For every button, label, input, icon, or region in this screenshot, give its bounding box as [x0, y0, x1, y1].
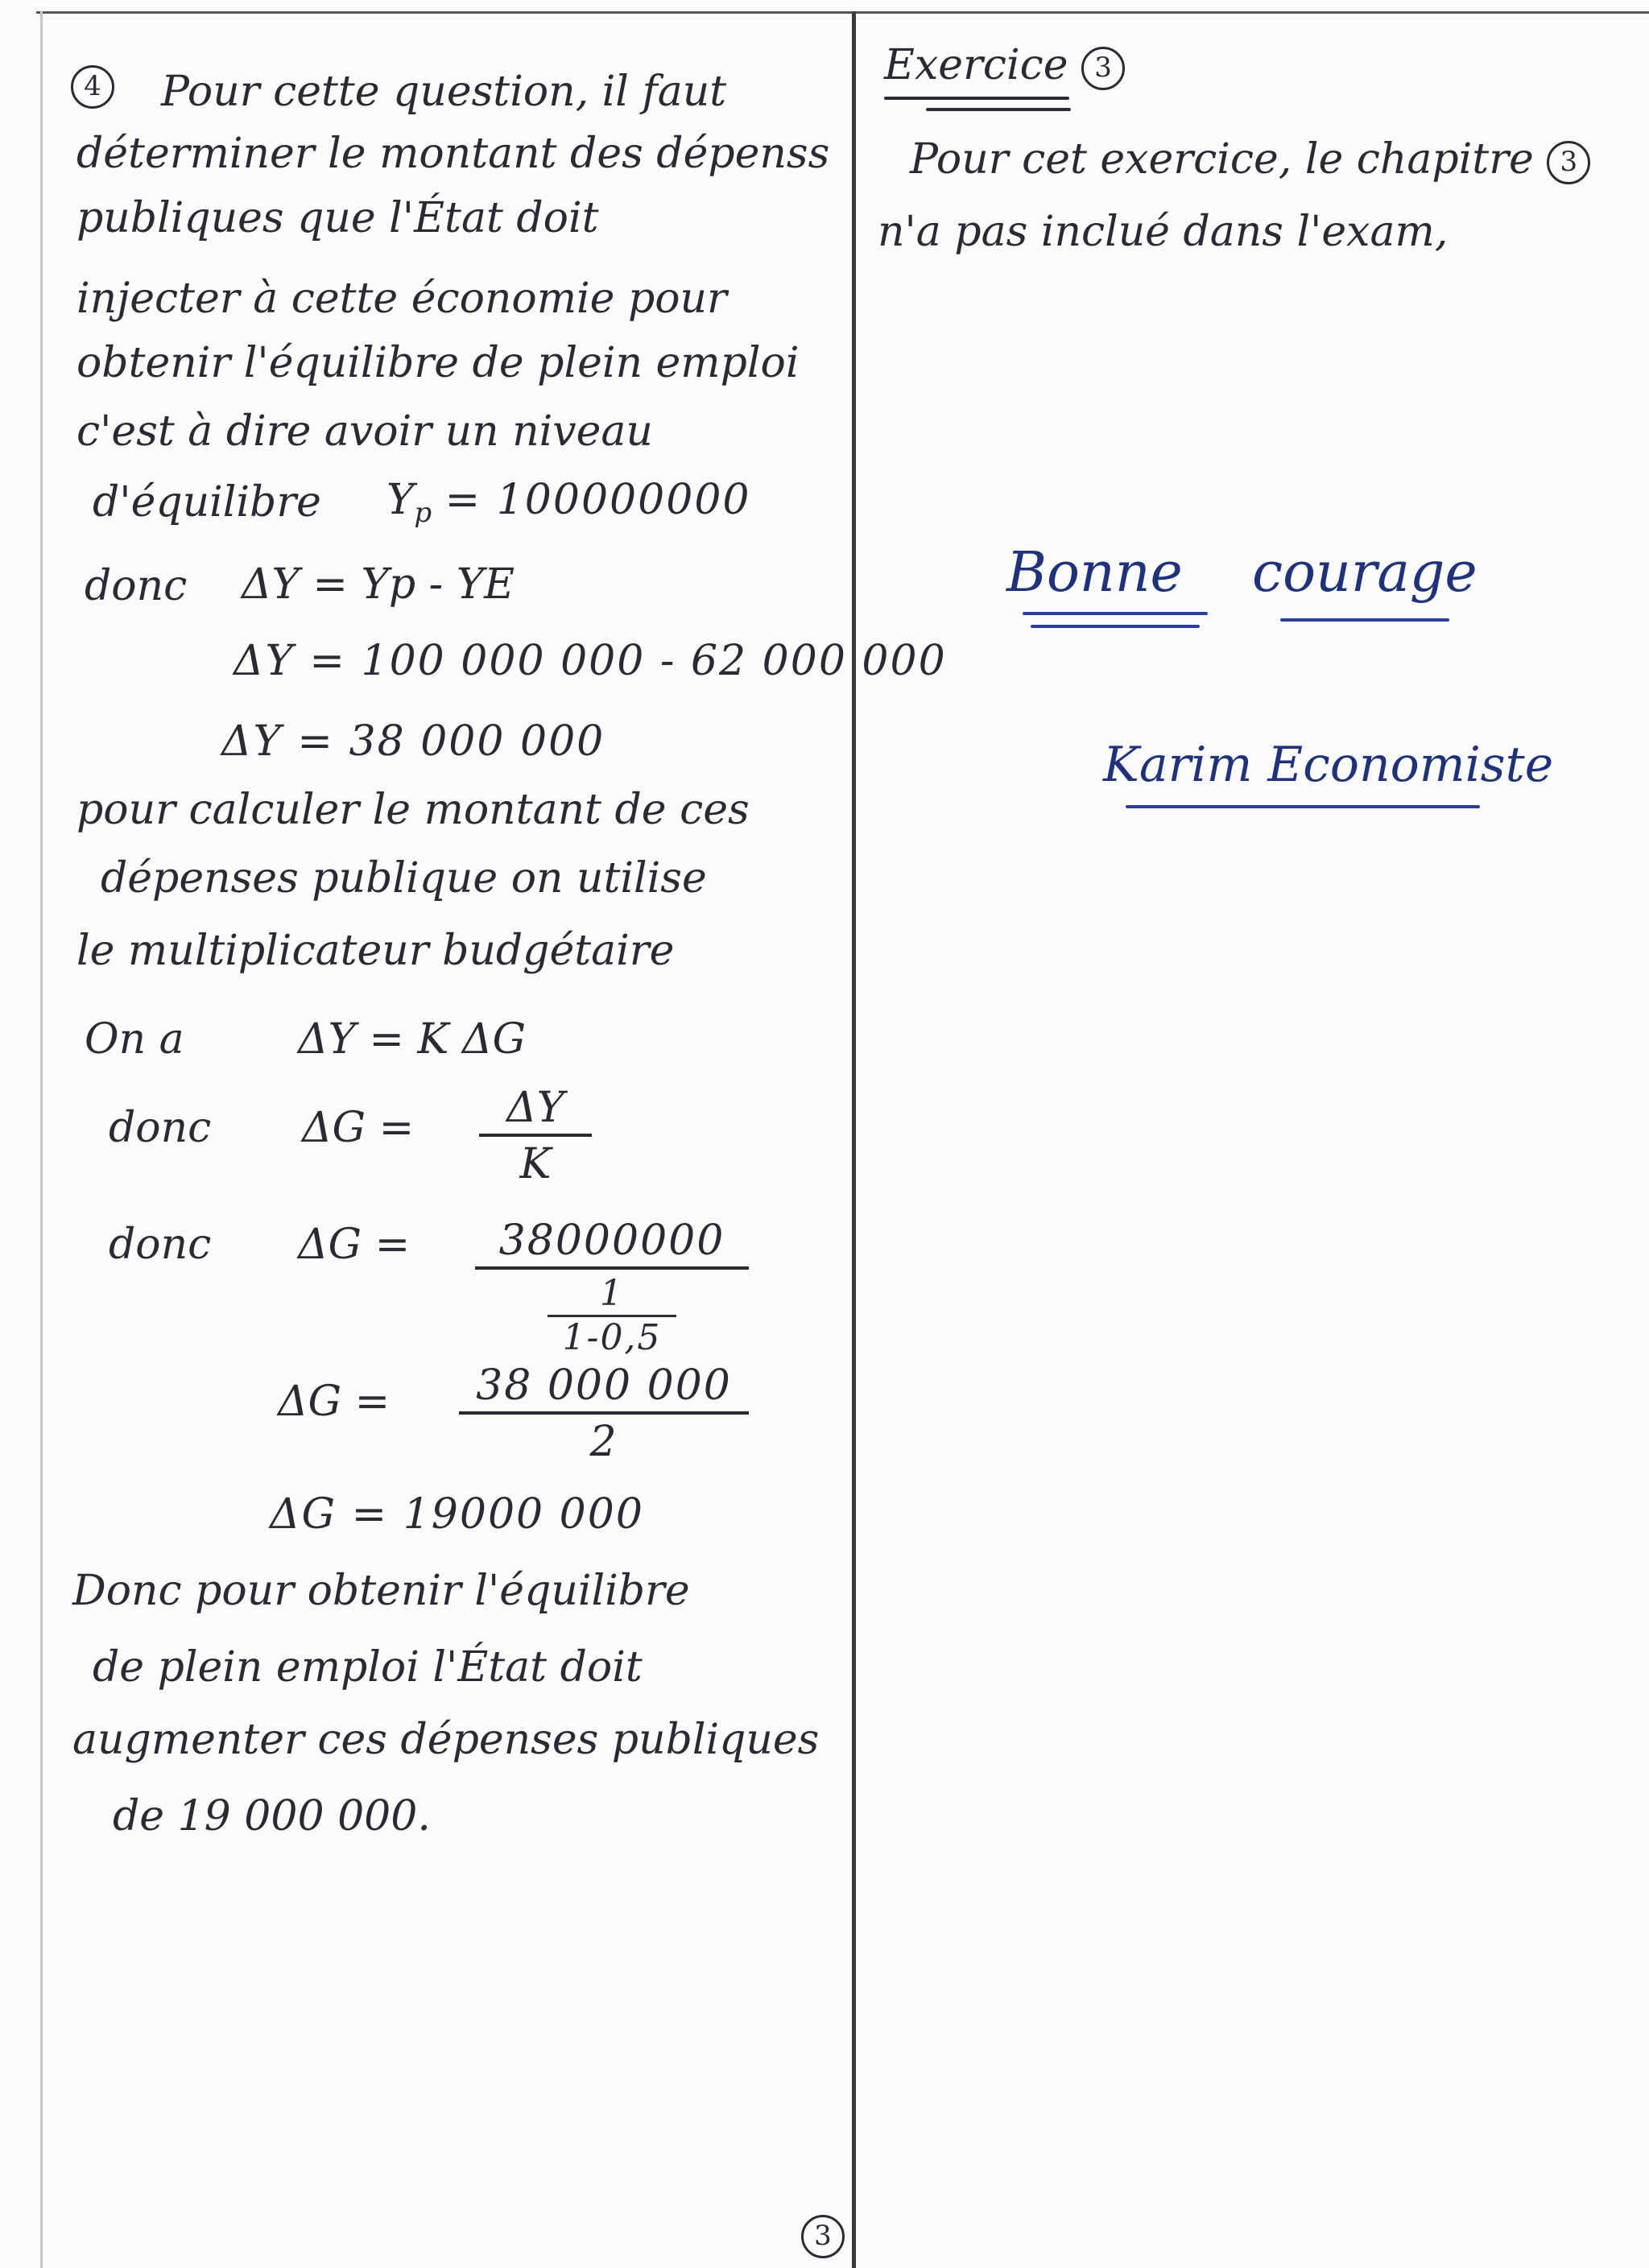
column-divider	[852, 11, 856, 2268]
page-number-circle: 3	[801, 2215, 845, 2258]
text-line-5: obtenir l'équilibre de plein emploi	[76, 339, 800, 387]
courage-underline	[1280, 618, 1449, 622]
fraction-3-denominator: 2	[589, 1418, 618, 1466]
delta-y-k-delta-g: ΔY = K ΔG	[298, 1015, 526, 1064]
delta-g-eq-1: ΔG =	[302, 1104, 415, 1152]
fraction-2-numerator: 38000000	[498, 1217, 725, 1265]
conclusion-line-3: augmenter ces dépenses publiques	[72, 1716, 820, 1764]
fraction-38m-over-2	[459, 1361, 749, 1466]
conclusion-line-1: Donc pour obtenir l'équilibre	[72, 1567, 690, 1615]
delta-y-result: ΔY = 38 000 000	[221, 717, 605, 766]
delta-y-definition: ΔY = Yp - YE	[242, 560, 515, 609]
fraction-38m-over-multiplier	[475, 1217, 749, 1358]
conclusion-line-4: de 19 000 000.	[113, 1792, 431, 1840]
exercise-title	[884, 41, 1125, 90]
text-line-mult-2: dépenses publique on utilise	[101, 854, 707, 903]
text-line-4: injecter à cette économie pour	[76, 275, 727, 323]
exercise-title-underline-2	[926, 108, 1071, 111]
exercise-title-text: Exercice	[884, 41, 1068, 89]
equilibrium-label: d'équilibre	[93, 478, 321, 527]
text-line-1: Pour cette question, il faut	[161, 68, 727, 116]
text-line-mult-3: le multiplicateur budgétaire	[76, 927, 675, 975]
bonne-underline-2	[1031, 625, 1200, 628]
top-border-line	[36, 11, 1649, 14]
signature: Karim Economiste	[1103, 737, 1554, 793]
yp-equation: $Y_p = 100000000$	[386, 476, 751, 529]
fraction-2-bar	[475, 1266, 749, 1270]
text-line-mult-1: pour calculer le montant de ces	[76, 786, 750, 834]
yp-value: = 100000000	[444, 476, 751, 524]
fraction-dy-over-k	[479, 1084, 592, 1188]
exercise-text-line-1	[910, 135, 1590, 184]
fraction-1-denominator: K	[519, 1140, 552, 1188]
courage-word: courage	[1252, 541, 1477, 605]
bonne-word: Bonne	[1006, 541, 1183, 605]
donc-label-1: donc	[85, 562, 188, 610]
page-number	[801, 2212, 845, 2258]
fraction-3-numerator: 38 000 000	[476, 1361, 732, 1410]
fraction-2-inner	[548, 1273, 676, 1358]
delta-g-eq-2: ΔG =	[298, 1221, 411, 1269]
left-margin-line	[40, 11, 43, 2268]
delta-y-calculation: ΔY = 100 000 000 - 62 000 000	[234, 637, 947, 685]
delta-g-result: ΔG = 19000 000	[270, 1490, 644, 1539]
fraction-2-inner-denominator: 1-0,5	[562, 1317, 662, 1358]
donc-label-3: donc	[109, 1221, 212, 1269]
exercise-text-line-1-text: Pour cet exercice, le chapitre	[910, 135, 1534, 184]
chapter-number: 3	[1547, 141, 1590, 184]
question-number-circle: 4	[71, 65, 114, 109]
delta-g-eq-3: ΔG =	[278, 1378, 391, 1426]
fraction-2-inner-numerator: 1	[600, 1273, 624, 1314]
conclusion-line-2: de plein emploi l'État doit	[93, 1643, 643, 1692]
text-line-3: publiques que l'État doit	[76, 194, 599, 242]
signature-underline	[1126, 805, 1480, 808]
fraction-1-numerator: ΔY	[506, 1084, 564, 1132]
exercise-text-line-2: n'a pas inclué dans l'exam,	[878, 208, 1449, 256]
bonne-underline-1	[1023, 612, 1208, 615]
text-line-2: déterminer le montant des dépenss	[76, 130, 830, 178]
donc-label-2: donc	[109, 1104, 212, 1152]
exercise-title-number: 3	[1081, 47, 1125, 90]
question-number	[71, 63, 114, 109]
exercise-title-underline-1	[884, 97, 1069, 100]
text-line-6: c'est à dire avoir un niveau	[76, 407, 653, 456]
on-a-label: On a	[85, 1015, 184, 1064]
